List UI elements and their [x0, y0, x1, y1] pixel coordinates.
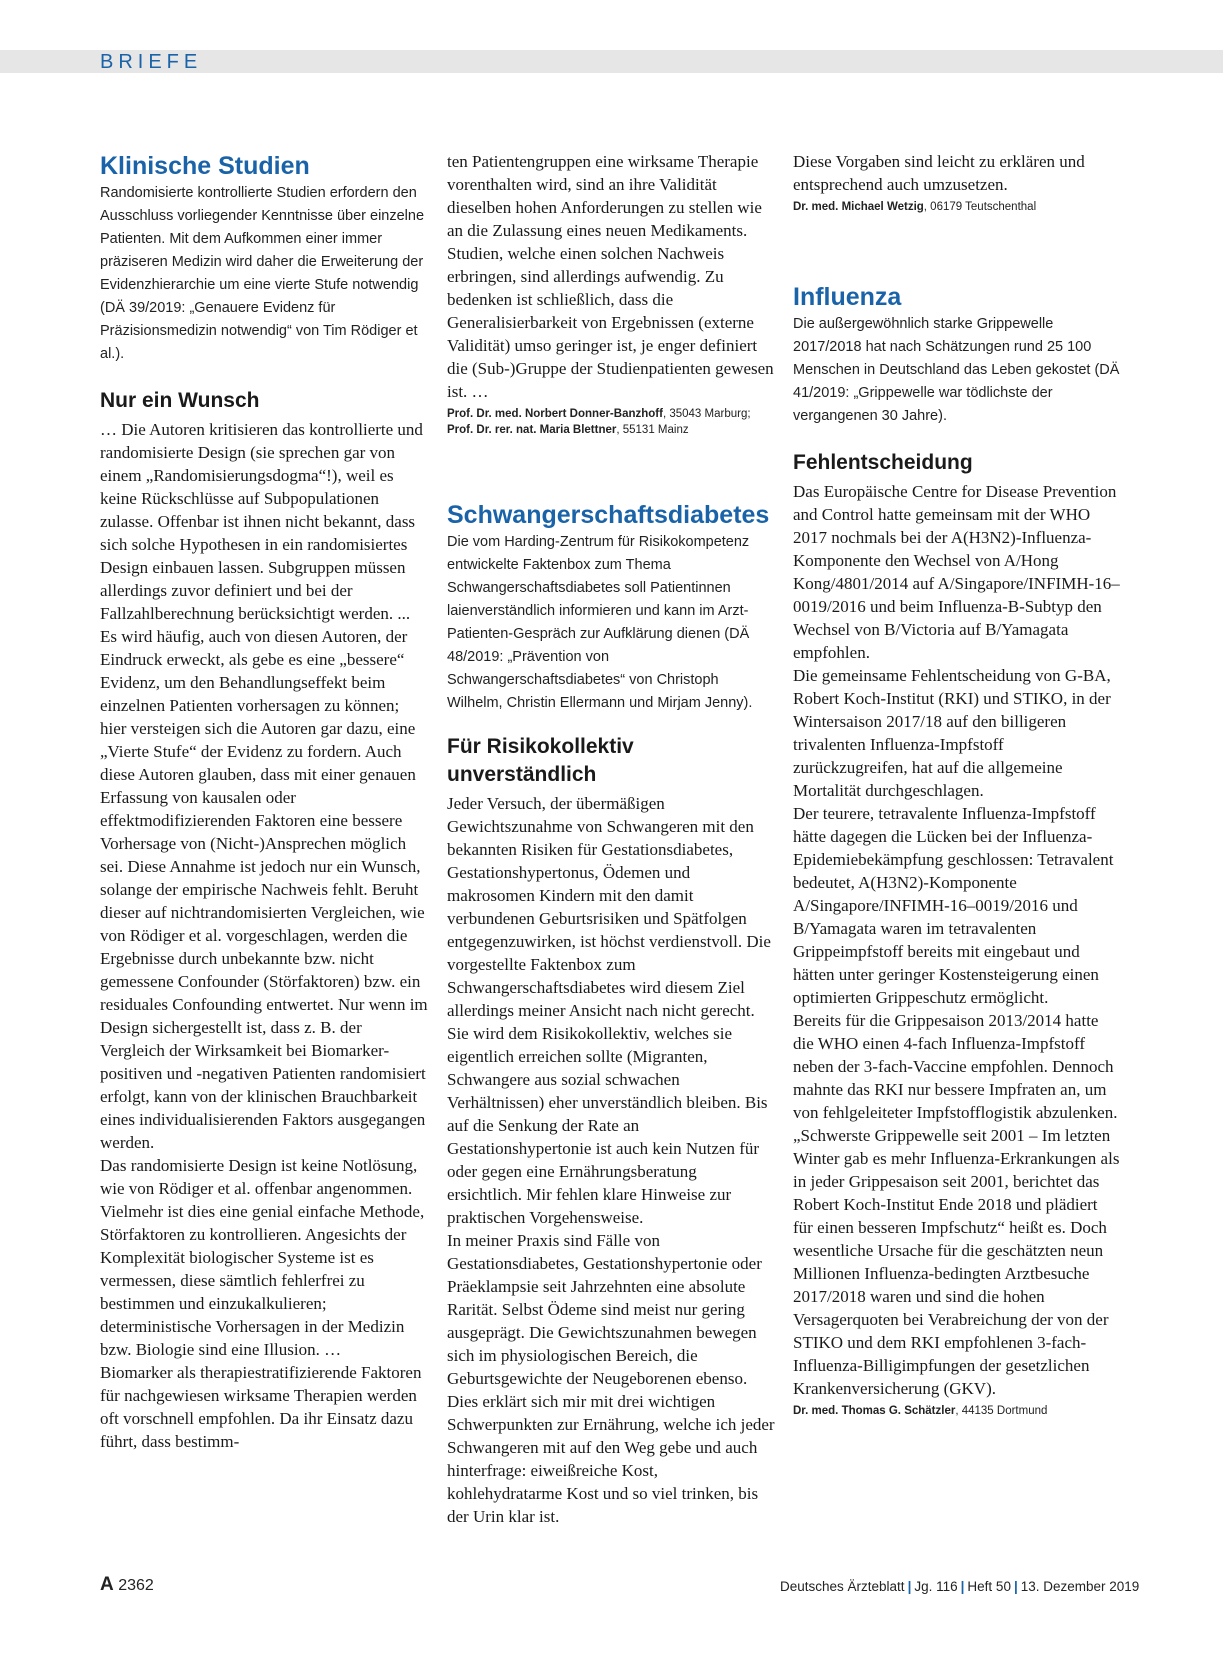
page-number [100, 1575, 154, 1596]
signature [793, 1403, 1121, 1419]
letter-body [447, 792, 775, 1528]
author-place: , 55131 Mainz [616, 424, 689, 436]
paragraph: Der teurere, tetravalente Influenza-Impfstoff hätte dagegen die Lücken bei der Influenza-Epidemiebekämpfung geschlossen: Tetravalent bedeutet, A(H3N2)-Komponente A/Singapore/INFIMH-16–0019/2016 und B/Yamagata waren im tetravalenten Grippeimpfstoff bereits mit eingebaut und hätten unter geringer Kostensteigerung einen optimierten Grippeschutz ermöglicht. [793, 804, 1114, 1007]
paragraph: Biomarker als therapiestratifizierende Faktoren für nachgewiesen wirksame Therapien werden oft vorschnell empfohlen. Da ihr Einsatz dazu führt, dass bestimm- [100, 1363, 422, 1451]
paragraph: Es wird häufig, auch von diesen Autoren, der Eindruck erweckt, als gebe es eine „bessere“ Evidenz, um den Behandlungseffekt beim einzelnen Patienten vorhersagen zu können; hier versteigen sich die Autoren gar dazu, eine „Vierte Stufe“ der Evidenz zu fordern. Auch diese Autoren glauben, dass mit einer genauen Erfassung von kausalen oder effektmodifizierenden Faktoren eine bessere Vorhersage von (Nicht-)Ansprechen möglich sei. Diese Annahme ist jedoch nur ein Wunsch, solange der empirische Nachweis fehlt. Beruht dieser auf nichtrandomisierten Vergleichen, wie von Rödiger et al. vorgeschlagen, werden die Ergebnisse durch unbekannte bzw. nicht gemessene Confounder (Störfaktoren) bzw. ein residuales Confounding entwertet. Nur wenn im Design sichergestellt ist, dass z. B. der Vergleich der Wirksamkeit bei Biomarker-positiven und -negativen Patienten randomisiert erfolgt, kann von der klinischen Brauchbarkeit eines individualisierenden Faktors ausgegangen werden. [100, 627, 428, 1152]
author-name: Prof. Dr. med. Norbert Donner-Banzhoff [447, 408, 663, 420]
article-title-influenza: Influenza [793, 283, 902, 311]
article-lead: Die vom Harding-Zentrum für Risikokompetenz entwickelte Faktenbox zum Thema Schwangerschaftsdiabetes soll Patientinnen laienverständlich informieren und kann im Arzt-Patienten-Gespräch zur Aufklärung dienen (DÄ 48/2019: „Prävention von Schwangerschaftsdiabetes“ von Christoph Wilhelm, Christin Ellermann und Mirjam Jenny). [447, 534, 753, 711]
separator: | [960, 1579, 965, 1594]
letter-continuation: Diese Vorgaben sind leicht zu erklären und entsprechend auch umzusetzen. [793, 152, 1085, 194]
paragraph: Das Europäische Centre for Disease Prevention and Control hatte gemeinsam mit der WHO 2017 nochmals bei der A(H3N2)-Influenza-Komponente den Wechsel von A/Hong Kong/4801/2014 auf A/Singapore/INFIMH-16–0019/2016 und beim Influenza-B-Subtyp den Wechsel von B/Victoria auf B/Yamagata empfohlen. [793, 482, 1120, 662]
journal-date: 13. Dezember 2019 [1020, 1579, 1140, 1594]
journal-info [780, 1578, 1139, 1596]
letter-heading: Fehlentscheidung [793, 451, 973, 474]
journal-issue: Heft 50 [967, 1579, 1011, 1594]
paragraph: … Die Autoren kritisieren das kontrollierte und randomisierte Design (sie sprechen gar von einem „Randomisierungsdogma“!), weil es keine Rückschlüsse auf Subpopulationen zulasse. Offenbar ist ihnen nicht bekannt, dass sich solche Hypothesen in ein randomisiertes Design einbauen lassen. Subgruppen müssen allerdings zuvor definiert und bei der Fallzahlberechnung berücksichtigt werden. ... [100, 420, 423, 623]
column-2 [447, 150, 775, 1528]
paragraph: Das randomisierte Design ist keine Notlösung, wie von Rödiger et al. offenbar angenommen. Vielmehr ist dies eine genial einfache Methode, Störfaktoren zu kontrollieren. Angesichts der Komplexität biologischer Systeme ist es vermessen, diese sämtlich fehlerfrei zu bestimmen und einzukalkulieren; deterministische Vorhersagen in der Medizin bzw. Biologie sind eine Illusion. … [100, 1156, 425, 1359]
page-number-value: 2362 [118, 1577, 154, 1594]
paragraph: In meiner Praxis sind Fälle von Gestationsdiabetes, Gestationshypertonie oder Präeklampsie seit Jahrzehnten eine absolute Rarität. Selbst Ödeme sind meist nur gering ausgeprägt. Die Gewichtszunahmen bewegen sich im physiologischen Bereich, die Geburtsgewichte der Neugeborenen ebenso. Dies erklärt sich mir mit drei wichtigen Schwerpunkten zur Ernährung, welche ich jeder Schwangeren mit auf den Weg gebe und auch hinterfrage: eiweißreiche Kost, kohlehydratarme Kost und so viel trinken, bis der Urin klar ist. [447, 1231, 775, 1526]
author-place: , 35043 Marburg; [662, 408, 751, 420]
column-3 [793, 150, 1121, 1419]
paragraph: Die gemeinsame Fehlentscheidung von G-BA, Robert Koch-Institut (RKI) und STIKO, in der Wintersaison 2017/18 auf den billigeren trivalenten Influenza-Impfstoff zurückzugreifen, hat auf die allgemeine Mortalität durchgeschlagen. [793, 666, 1111, 800]
section-label: BRIEFE [100, 51, 203, 73]
author-name: Dr. med. Michael Wetzig [793, 201, 924, 213]
article-lead: Randomisierte kontrollierte Studien erfordern den Ausschluss vorliegender Kenntnisse über einzelne Patienten. Mit dem Aufkommen einer immer präziseren Medizin wird daher die Erweiterung der Evidenzhierarchie um eine vierte Stufe notwendig (DÄ 39/2019: „Genauere Evidenz für Präzisionsmedizin notwendig“ von Tim Rödiger et al.). [100, 185, 425, 362]
author-name: Dr. med. Thomas G. Schätzler [793, 1405, 956, 1417]
letter-heading: Für Risikokollektiv unverständlich [447, 735, 634, 786]
author-name: Prof. Dr. rer. nat. Maria Blettner [447, 424, 617, 436]
paragraph: Bereits für die Grippesaison 2013/2014 hatte die WHO einen 4-fach Influenza-Impfstoff neben der 3-fach-Vaccine empfohlen. Dennoch mahnte das RKI nur bessere Impfraten an, um von fehlgeleiteter Impfstofflogistik abzulenken. [793, 1011, 1118, 1122]
paragraph: „Schwerste Grippewelle seit 2001 – Im letzten Winter gab es mehr Influenza-Erkrankungen als in jeder Grippesaison seit 2001, berichtet das Robert Koch-Institut Ende 2018 und plädiert für einen besseren Impfschutz“ heißt es. Doch wesentliche Ursache für die geschätzten neun Millionen Influenza-bedingten Arztbesuche 2017/2018 waren und sind die hohen Versagerquoten bei Verabreichung der von der STIKO und dem RKI empfohlenen 3-fach-Influenza-Billigimpfungen der gesetzlichen Krankenversicherung (GKV). [793, 1126, 1120, 1398]
article-lead: Die außergewöhnlich starke Grippewelle 2017/2018 hat nach Schätzungen rund 25 100 Menschen in Deutschland das Leben gekostet (DÄ 41/2019: „Grippewelle war tödlichste der vergangenen 30 Jahre). [793, 316, 1120, 424]
journal-volume: Jg. 116 [914, 1579, 958, 1594]
separator: | [1013, 1579, 1018, 1594]
article-title-klinische-studien: Klinische Studien [100, 152, 310, 180]
signature [447, 406, 775, 438]
author-place: , 06179 Teutschenthal [923, 201, 1037, 213]
letter-body [100, 418, 428, 1453]
author-place: , 44135 Dortmund [955, 1405, 1048, 1417]
journal-name: Deutsches Ärzteblatt [780, 1579, 905, 1594]
separator: | [907, 1579, 912, 1594]
letter-body [793, 480, 1121, 1400]
letter-heading: Nur ein Wunsch [100, 389, 260, 412]
letter-continuation: ten Patientengruppen eine wirksame Therapie vorenthalten wird, sind an ihre Validität dieselben hohen Anforderungen zu stellen wie an die Zulassung eines neuen Medikaments. Studien, welche einen solchen Nachweis erbringen, sind allerdings aufwendig. Zu bedenken ist schließlich, dass die Generalisierbarkeit von Ergebnissen (externe Validität) umso geringer ist, je enger definiert die (Sub-)Gruppe der Studienpatienten gewesen ist. … [447, 152, 774, 401]
signature [793, 199, 1121, 215]
article-title-schwangerschaftsdiabetes: Schwangerschaftsdiabetes [447, 501, 770, 529]
page-prefix: A [100, 1574, 114, 1595]
column-1 [100, 150, 428, 1453]
paragraph: Jeder Versuch, der übermäßigen Gewichtszunahme von Schwangeren mit den bekannten Risiken für Gestationsdiabetes, Gestationshypertonus, Ödemen und makrosomen Kindern mit den damit verbundenen Geburtsrisiken und Spätfolgen entgegenzuwirken, ist höchst verdienstvoll. Die vorgestellte Faktenbox zum Schwangerschaftsdiabetes wird diesem Ziel allerdings meiner Ansicht nach nicht gerecht. Sie wird dem Risikokollektiv, welches sie eigentlich erreichen sollte (Migranten, Schwangere aus sozial schwachen Verhältnissen) eher unverständlich bleiben. Bis auf die Senkung der Rate an Gestationshypertonie ist auch kein Nutzen für oder gegen eine Ernährungsberatung ersichtlich. Mir fehlen klare Hinweise zur praktischen Vorgehensweise. [447, 794, 771, 1227]
